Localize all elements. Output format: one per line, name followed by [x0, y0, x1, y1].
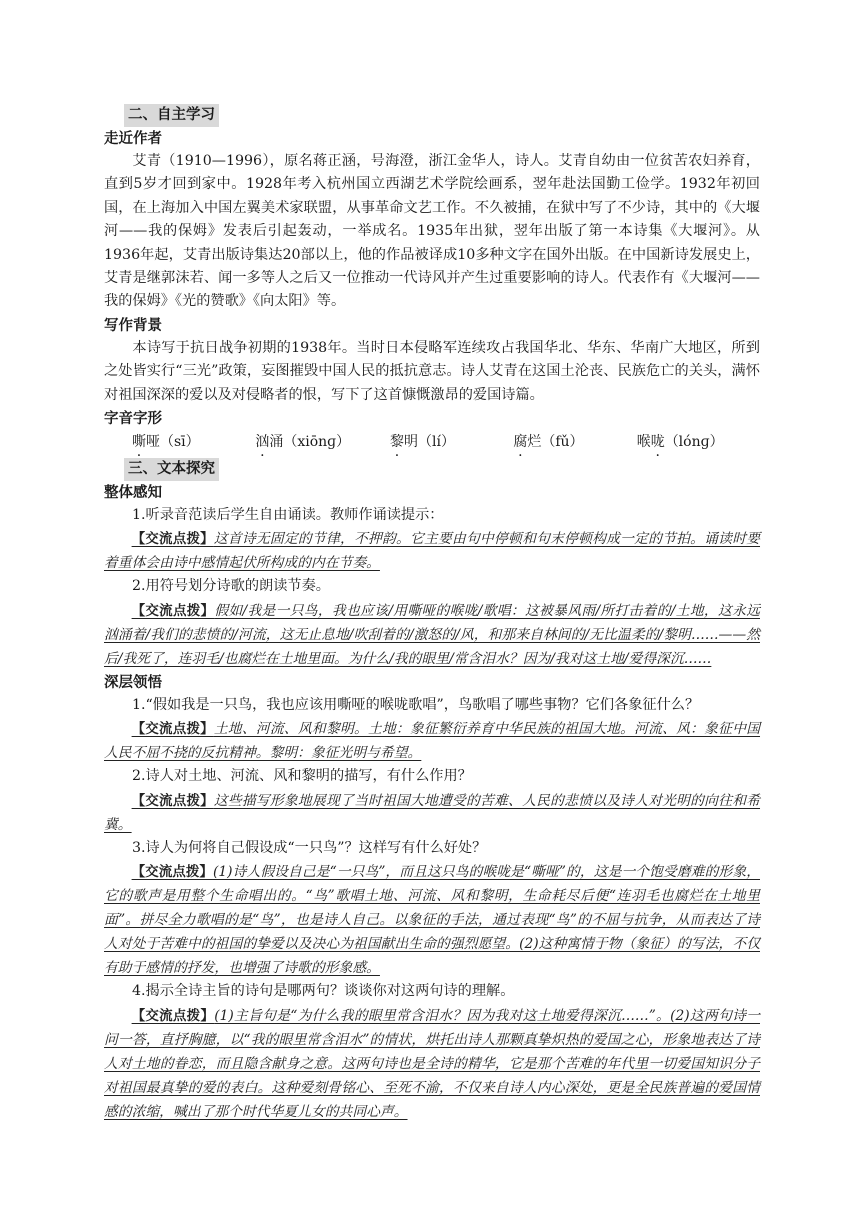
- answer-3: 【交流点拨】土地、河流、风和黎明。土地：象征繁衍养育中华民族的祖国大地。河流、风：象征中国人民不屈不挠的反抗精神。黎明：象征光明与希望。: [104, 721, 761, 762]
- question-4: 2.诗人对土地、河流、风和黎明的描写，有什么作用？: [132, 768, 472, 785]
- subheading-author: 走近作者: [104, 131, 162, 147]
- word-item: 嘶哑（sī）: [132, 434, 200, 451]
- subheading-overall: 整体感知: [104, 485, 162, 502]
- word-item: 黎明（lí）: [390, 434, 455, 451]
- section-heading-self-study: 二、自主学习: [124, 104, 219, 127]
- author-paragraph: 艾青（1910—1996），原名蒋正涵，号海澄，浙江金华人，诗人。艾青自幼由一位贫苦农妇养育，直到5岁才回到家中。1928年考入杭州国立西湖艺术学院绘画系，翌年赴法国勤工俭学。1932年初回国，在上海加入中国左翼美术家联盟，从事革命文艺工作。不久被捕，在狱中写了不少诗，其中的《大堰河——我的保姆》发表后引起轰动，一举成名。1935年出狱，翌年出版了第一本诗集《大堰河》。从1936年起，艾青出版诗集达20部以上，他的作品被译成10多种文字在国外出版。在中国新诗发展史上，艾青是继郭沫若、闻一多等人之后又一位推动一代诗风并产生过重要影响的诗人。代表作有《大堰河——我的保姆》《光的赞歌》《向太阳》等。: [104, 153, 760, 310]
- answer-1: 【交流点拨】这首诗无固定的节律，不押韵。它主要由句中停顿和句末停顿构成一定的节拍。诵读时要着重体会由诗中感情起伏所构成的内在节奏。: [104, 531, 761, 572]
- question-2: 2.用符号划分诗歌的朗读节奏。: [132, 578, 330, 595]
- document-page: [104, 100, 760, 1124]
- question-6: 4.揭示全诗主旨的诗句是哪两句？谈谈你对这两句诗的理解。: [132, 983, 515, 1000]
- subheading-words: 字音字形: [104, 411, 162, 428]
- answer-2: 【交流点拨】假如/我是一只鸟，我也应该/用嘶哑的喉咙/歌唱：这被暴风雨/所打击着的/土地，这永远汹涌着/我们的悲愤的/河流，这无止息地/吹刮着的/激怒的/风，和那来自林间的/无比温柔的/黎明……——然后/我死了，连羽毛/也腐烂在土地里面。为什么/我的眼里/常含泪水？因为/我对这土地/爱得深沉……: [104, 602, 760, 667]
- subheading-deep: 深层领悟: [104, 674, 162, 691]
- answer-5: 【交流点拨】(1)诗人假设自己是“一只鸟”，而且这只鸟的喉咙是“嘶哑”的，这是一个饱受磨难的形象，它的歌声是用整个生命唱出的。“鸟”歌唱土地、河流、风和黎明，生命耗尽后便“连羽毛也腐烂在土地里面”。拼尽全力歌唱的是“鸟”，也是诗人自己。以象征的手法，通过表现“鸟”的不屈与抗争，从而表达了诗人对处于苦难中的祖国的挚爱以及决心为祖国献出生命的强烈愿望。(2)这种寓情于物（象征）的写法，不仅有助于感情的抒发，也增强了诗歌的形象感。: [104, 864, 760, 977]
- question-3: 1.“假如我是一只鸟，我也应该用嘶哑的喉咙歌唱”，鸟歌唱了哪些事物？它们各象征什么？: [132, 696, 700, 713]
- background-paragraph: 本诗写于抗日战争初期的1938年。当时日本侵略军连续攻占我国华北、华东、华南广大地区，所到之处皆实行“三光”政策，妄图摧毁中国人民的抵抗意志。诗人艾青在这国土沦丧、民族危亡的关头，满怀对祖国深深的爱以及对侵略者的恨，写下了这首慷慨激昂的爱国诗篇。: [104, 339, 760, 403]
- word-item: 喉咙（lónɡ）: [636, 434, 724, 451]
- section-heading-text-study: 三、文本探究: [124, 458, 219, 481]
- word-list: [104, 430, 760, 454]
- question-5: 3.诗人为何将自己假设成“一只鸟”？这样写有什么好处？: [132, 839, 487, 856]
- answer-6: 【交流点拨】(1)主旨句是“为什么我的眼里常含泪水？因为我对这土地爱得深沉……”。(2)这两句诗一问一答，直抒胸臆，以“我的眼里常含泪水”的情状，烘托出诗人那颗真挚炽热的爱国之心，形象地表达了诗人对土地的眷恋，而且隐含献身之意。这两句诗也是全诗的精华，它是那个苦难的年代里一切爱国知识分子对祖国最真挚的爱的表白。这种爱刻骨铭心、至死不渝，不仅来自诗人内心深处，更是全民族普遍的爱国情感的浓缩，喊出了那个时代华夏儿女的共同心声。: [104, 1007, 760, 1120]
- word-item: 腐烂（fǔ）: [513, 434, 584, 451]
- answer-4: 【交流点拨】这些描写形象地展现了当时祖国大地遭受的苦难、人民的悲愤以及诗人对光明的向往和希冀。: [104, 792, 761, 833]
- subheading-background: 写作背景: [104, 317, 162, 334]
- word-item: 汹涌（xiōnɡ）: [255, 434, 351, 451]
- question-1: 1.听录音范读后学生自由诵读。教师作诵读提示：: [132, 507, 444, 524]
